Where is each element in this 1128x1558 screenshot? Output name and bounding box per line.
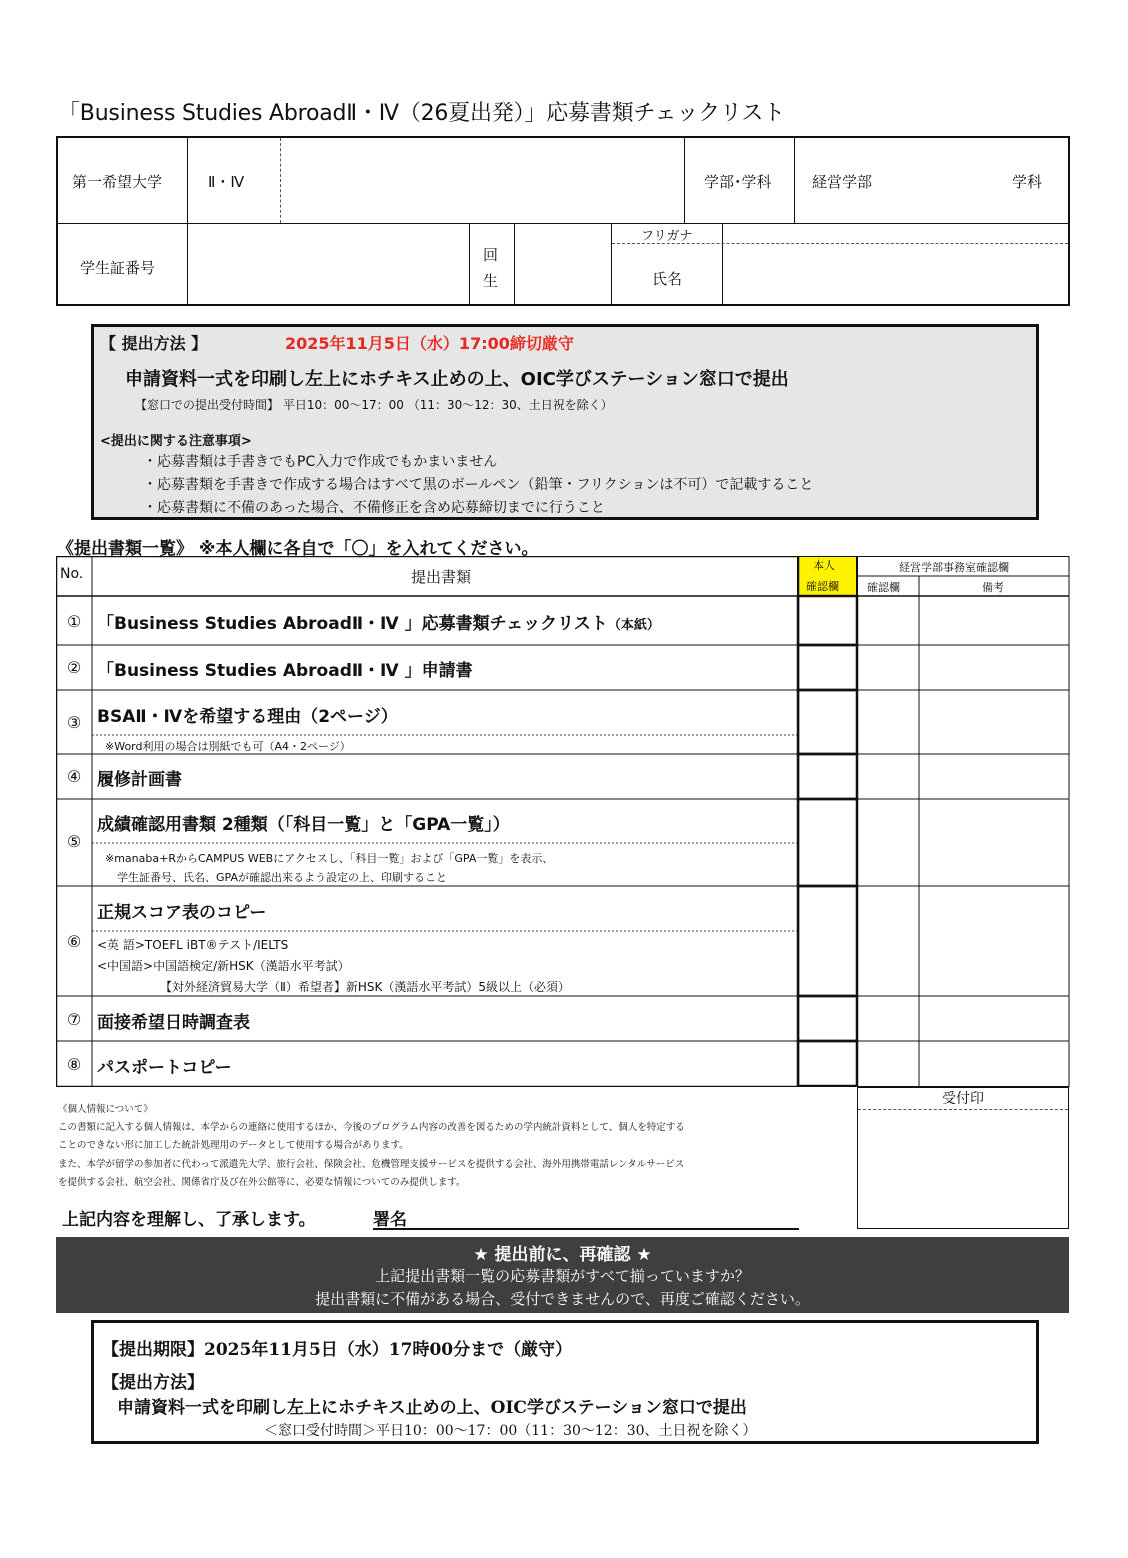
first-choice-label: 第一希望大学: [72, 173, 163, 191]
final-deadline: 【提出期限】2025年11月5日（水）17時00分まで（厳守）: [102, 1340, 573, 1360]
signature-label: 署名: [373, 1210, 407, 1230]
privacy-line: また、本学が留学の参加者に代わって派遣先大学、旅行会社、保険会社、危機管理支援サービスを提供する会社、海外用携帯電話レンタルサービス: [58, 1159, 685, 1170]
item-note: <中国語>中国語検定/新HSK（漢語水平考試）: [97, 959, 350, 973]
self-check-box-3[interactable]: [800, 692, 855, 752]
col-office-header: 経営学部事務室確認欄: [899, 561, 1009, 574]
student-id-label: 学生証番号: [80, 259, 156, 277]
col-office-check-header: 確認欄: [867, 581, 900, 594]
item-note: ※Word利用の場合は別紙でも可（A4・2ページ）: [105, 740, 351, 753]
item-number: ④: [66, 767, 82, 786]
signature-field[interactable]: [421, 1203, 797, 1227]
program-value: Ⅱ・Ⅳ: [208, 173, 245, 191]
col-self-header: 本人: [813, 559, 835, 572]
item-text: 「Business Studies AbroadⅡ・Ⅳ 」応募書類チェックリスト: [97, 614, 608, 634]
deadline-text: 2025年11月5日（水）17:00締切厳守: [285, 334, 574, 353]
faculty-label: 学部･学科: [704, 173, 772, 191]
student-id-field[interactable]: [189, 225, 467, 305]
col-no-header: No.: [60, 566, 84, 582]
faculty-value: 経営学部: [812, 173, 873, 191]
banner-line: 提出書類に不備がある場合、受付できませんので、再度ご確認ください。: [315, 1290, 810, 1308]
item-number: ③: [66, 713, 82, 732]
reconfirm-banner: [56, 1237, 1069, 1313]
item-score-copy: 正規スコア表のコピー: [97, 903, 267, 923]
item-number: ⑧: [66, 1055, 82, 1074]
item-number: ①: [66, 612, 82, 631]
year-label-kai: 回: [483, 246, 499, 264]
name-label: 氏名: [652, 270, 683, 288]
department-label: 学科: [1012, 173, 1043, 191]
col-office-remarks-header: 備考: [982, 581, 1004, 594]
privacy-title: 《個人情報について》: [58, 1104, 153, 1115]
note-item: ・応募書類は手書きでもPC入力で作成でもかまいません: [143, 454, 498, 470]
page-title: 「Business Studies AbroadⅡ・Ⅳ（26夏出発）」応募書類チェックリスト: [58, 101, 785, 126]
item-reason: BSAⅡ・Ⅳを希望する理由（2ページ）: [97, 707, 398, 727]
item-number: ⑤: [66, 832, 82, 851]
self-check-box-2[interactable]: [800, 647, 855, 688]
item-note: ※manaba+RからCAMPUS WEBにアクセスし、「科目一覧」および「GPA一覧」を表示、: [105, 852, 554, 865]
submission-instruction: 申請資料一式を印刷し左上にホチキス止めの上、OIC学びステーション窓口で提出: [125, 369, 789, 390]
privacy-line: を提供する会社、航空会社、関係省庁及び在外公館等に、必要な情報についてのみ提供します。: [58, 1177, 466, 1188]
banner-line: 上記提出書類一覧の応募書類がすべて揃っていますか？: [375, 1267, 750, 1285]
final-method: 申請資料一式を印刷し左上にホチキス止めの上、OIC学びステーション窓口で提出: [117, 1398, 747, 1418]
item-interview-schedule: 面接希望日時調査表: [97, 1013, 250, 1033]
checklist-heading: 《提出書類一覧》 ※本人欄に各自で「〇」を入れてください。: [57, 539, 539, 559]
privacy-line: ことのできない形に加工した統計処理用のデータとして使用する場合があります。: [58, 1140, 409, 1151]
self-check-box-7[interactable]: [800, 998, 855, 1039]
item-checklist: [97, 609, 660, 634]
item-passport-copy: パスポートコピー: [97, 1058, 232, 1078]
final-hours: ＜窓口受付時間＞平日10：00～17：00（11：30～12：30、土日祝を除く）: [264, 1423, 757, 1439]
item-note: 学生証番号、氏名、GPAが確認出来るよう設定の上、印刷すること: [117, 871, 447, 884]
item-note: 【対外経済貿易大学（Ⅱ）希望者】新HSK（漢語水平考試）5級以上（必須）: [160, 980, 571, 994]
agreement-text: 上記内容を理解し、了承します。: [62, 1210, 316, 1230]
final-method-label: 【提出方法】: [102, 1373, 204, 1393]
item-note: <英 語>TOEFL iBT®テスト/IELTS: [97, 938, 289, 952]
note-item: ・応募書類に不備のあった場合、不備修正を含め応募締切までに行うこと: [143, 500, 605, 516]
reception-stamp-box: [857, 1087, 1069, 1229]
final-deadline-box: [91, 1320, 1039, 1444]
method-label: 【 提出方法 】: [100, 334, 208, 353]
signature-line: [373, 1228, 799, 1230]
year-label-sei: 生: [483, 272, 499, 290]
university-field[interactable]: [282, 140, 682, 222]
item-number: ⑥: [66, 932, 82, 951]
year-field[interactable]: [516, 225, 609, 305]
window-hours: 【窓口での提出受付時間】 平日10：00～17：00 （11：30～12：30、土日祝を除く）: [135, 398, 613, 412]
reception-stamp-label: 受付印: [942, 1091, 984, 1107]
item-grades: 成績確認用書類 2種類（「科目一覧」と「GPA一覧」）: [97, 815, 510, 835]
furigana-label: フリガナ: [641, 229, 693, 244]
banner-title: ★ 提出前に、再確認 ★: [473, 1245, 652, 1265]
self-check-box-8[interactable]: [800, 1043, 855, 1084]
name-field[interactable]: [724, 245, 1066, 305]
applicant-info-table: [56, 136, 1070, 306]
self-check-box-6[interactable]: [800, 888, 855, 994]
self-check-box-4[interactable]: [800, 756, 855, 797]
privacy-line: この書類に記入する個人情報は、本学からの連絡に使用するほか、今後のプログラム内容の改善を図るための学内統計資料として、個人を特定する: [58, 1122, 685, 1133]
item-study-plan: 履修計画書: [97, 770, 182, 790]
document-checklist-table: [56, 556, 1070, 1087]
col-docs-header: 提出書類: [411, 568, 472, 586]
item-application: 「Business Studies AbroadⅡ・Ⅳ 」申請書: [97, 661, 473, 681]
note-item: ・応募書類を手書きで作成する場合はすべて黒のボールペン（鉛筆・フリクションは不可）で記載すること: [143, 477, 814, 493]
item-number: ②: [66, 658, 82, 677]
self-check-box-1[interactable]: [800, 598, 855, 643]
item-number: ⑦: [66, 1010, 82, 1029]
col-self-header-2: 確認欄: [806, 580, 839, 593]
item-suffix: （本紙）: [607, 618, 660, 633]
self-check-box-5[interactable]: [800, 801, 855, 884]
submission-method-box: [91, 324, 1039, 520]
notes-title: <提出に関する注意事項>: [100, 434, 252, 449]
furigana-field[interactable]: [724, 225, 1066, 243]
